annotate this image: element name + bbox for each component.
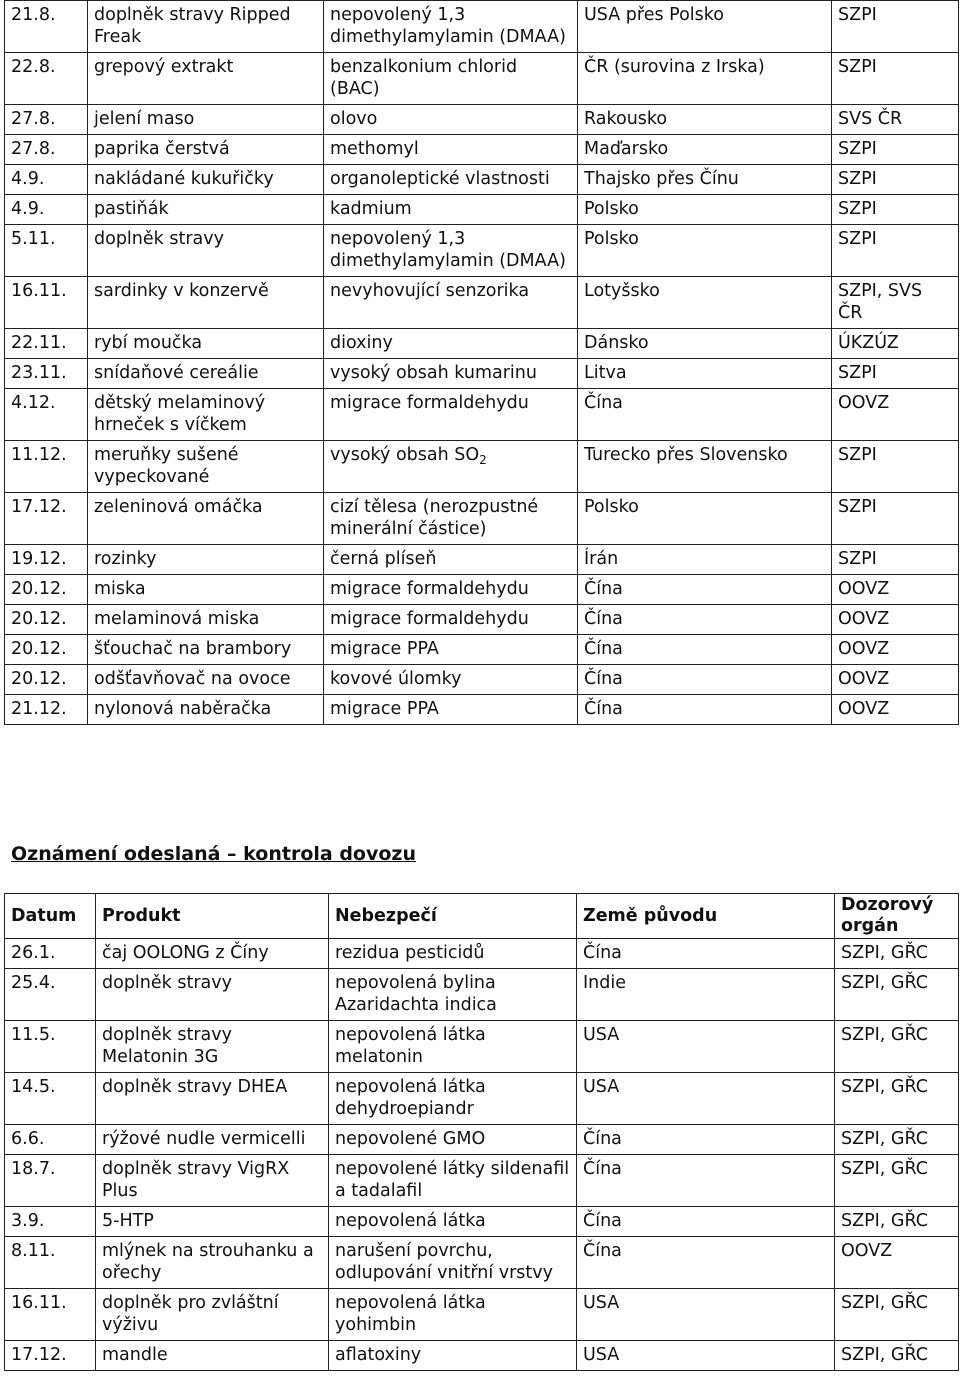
table-row [5,939,959,969]
cell-date: 5.11. [5,225,88,277]
cell-authority: OOVZ [835,1237,959,1289]
header-product: Produkt [96,894,329,939]
cell-hazard: narušení povrchu, odlupování vnitřní vrstvy [329,1237,577,1289]
cell-product: melaminová miska [88,605,324,635]
cell-country: Čína [577,1207,835,1237]
cell-product: meruňky sušené vypeckované [88,441,324,493]
table-row [5,441,959,493]
cell-authority: SZPI, GŘC [835,1289,959,1341]
cell-authority: SZPI, GŘC [835,939,959,969]
table-row [5,605,959,635]
cell-hazard: vysoký obsah kumarinu [324,359,578,389]
cell-hazard: aflatoxiny [329,1341,577,1371]
cell-date: 25.4. [5,969,96,1021]
cell-hazard [324,441,578,493]
cell-date: 21.8. [5,1,88,53]
cell-date: 20.12. [5,605,88,635]
table2-header [5,894,959,939]
cell-hazard: černá plíseň [324,545,578,575]
table-row [5,1207,959,1237]
cell-country: Čína [578,605,832,635]
cell-authority: SZPI, GŘC [835,1207,959,1237]
cell-hazard: nepovolený 1,3 dimethylamylamin (DMAA) [324,1,578,53]
cell-date: 6.6. [5,1125,96,1155]
cell-hazard: nepovolená látka yohimbin [329,1289,577,1341]
cell-authority: OOVZ [832,695,959,725]
cell-hazard: migrace formaldehydu [324,605,578,635]
import-control-table [4,893,959,1371]
cell-country: Čína [577,1237,835,1289]
cell-date: 11.12. [5,441,88,493]
table-row [5,1021,959,1073]
table-row [5,135,959,165]
cell-hazard: nepovolené látky sildenafil a tadalafil [329,1155,577,1207]
cell-product: doplněk pro zvláštní výživu [96,1289,329,1341]
cell-product: čaj OOLONG z Číny [96,939,329,969]
cell-authority: SVS ČR [832,105,959,135]
table-row [5,695,959,725]
cell-hazard-text: vysoký obsah SO [330,445,480,465]
cell-authority: SZPI, GŘC [835,969,959,1021]
cell-country: Maďarsko [578,135,832,165]
table-row [5,53,959,105]
header-authority: Dozorový orgán [835,894,959,939]
table-row [5,1289,959,1341]
table-row [5,969,959,1021]
cell-country: Thajsko přes Čínu [578,165,832,195]
cell-date: 11.5. [5,1021,96,1073]
cell-authority: SZPI, GŘC [835,1125,959,1155]
cell-product: snídaňové cereálie [88,359,324,389]
table-row [5,195,959,225]
section-title: Oznámení odeslaná – kontrola dovozu [11,843,416,865]
table-row [5,1073,959,1125]
table-row [5,635,959,665]
cell-product: rýžové nudle vermicelli [96,1125,329,1155]
table-row [5,1155,959,1207]
cell-authority: SZPI, GŘC [835,1073,959,1125]
table-row [5,1237,959,1289]
cell-country: Litva [578,359,832,389]
cell-product: doplněk stravy DHEA [96,1073,329,1125]
cell-country: Lotyšsko [578,277,832,329]
cell-product: jelení maso [88,105,324,135]
cell-date: 27.8. [5,105,88,135]
cell-country: Turecko přes Slovensko [578,441,832,493]
cell-product: dětský melaminový hrneček s víčkem [88,389,324,441]
cell-hazard: dioxiny [324,329,578,359]
cell-product: doplněk stravy Ripped Freak [88,1,324,53]
cell-hazard: nepovolená látka melatonin [329,1021,577,1073]
table-row [5,225,959,277]
cell-authority: SZPI [832,493,959,545]
cell-country: Polsko [578,195,832,225]
cell-authority: SZPI [832,195,959,225]
cell-date: 23.11. [5,359,88,389]
cell-product: doplněk stravy Melatonin 3G [96,1021,329,1073]
cell-hazard: nepovolená látka dehydroepiandr [329,1073,577,1125]
cell-date: 3.9. [5,1207,96,1237]
cell-hazard: nevyhovující senzorika [324,277,578,329]
cell-hazard: nepovolené GMO [329,1125,577,1155]
cell-country: USA [577,1341,835,1371]
cell-country: Polsko [578,493,832,545]
cell-hazard: kadmium [324,195,578,225]
cell-authority: SZPI, SVS ČR [832,277,959,329]
cell-authority: SZPI [832,53,959,105]
cell-authority: SZPI [832,545,959,575]
cell-date: 19.12. [5,545,88,575]
table-row [5,1,959,53]
cell-product: rybí moučka [88,329,324,359]
cell-date: 20.12. [5,635,88,665]
cell-product: zeleninová omáčka [88,493,324,545]
cell-country: Polsko [578,225,832,277]
cell-hazard: kovové úlomky [324,665,578,695]
cell-authority: SZPI [832,165,959,195]
cell-authority: OOVZ [832,575,959,605]
table-row [5,359,959,389]
cell-authority: OOVZ [832,389,959,441]
cell-date: 22.11. [5,329,88,359]
cell-country: Čína [578,635,832,665]
table-row [5,105,959,135]
cell-product: nakládané kukuřičky [88,165,324,195]
cell-date: 20.12. [5,665,88,695]
cell-authority: SZPI [832,135,959,165]
cell-country: Čína [578,665,832,695]
cell-product: doplněk stravy [88,225,324,277]
cell-authority: ÚKZÚZ [832,329,959,359]
cell-hazard: migrace formaldehydu [324,575,578,605]
cell-date: 22.8. [5,53,88,105]
header-country: Země původu [577,894,835,939]
cell-hazard: migrace PPA [324,635,578,665]
cell-product: sardinky v konzervě [88,277,324,329]
cell-authority: SZPI [832,225,959,277]
cell-country: USA [577,1289,835,1341]
cell-product: mandle [96,1341,329,1371]
cell-authority: SZPI [832,441,959,493]
cell-product: odšťavňovač na ovoce [88,665,324,695]
cell-country: Írán [578,545,832,575]
cell-date: 17.12. [5,493,88,545]
cell-country: Dánsko [578,329,832,359]
cell-product: šťouchač na brambory [88,635,324,665]
cell-date: 4.12. [5,389,88,441]
cell-hazard: nepovolená bylina Azaridachta indica [329,969,577,1021]
cell-country: Čína [578,695,832,725]
header-date: Datum [5,894,96,939]
cell-authority: OOVZ [832,665,959,695]
header-row [5,894,959,939]
cell-product: doplněk stravy [96,969,329,1021]
table-row [5,165,959,195]
cell-product: miska [88,575,324,605]
cell-date: 18.7. [5,1155,96,1207]
cell-hazard: olovo [324,105,578,135]
cell-country: Čína [577,1155,835,1207]
cell-country: USA [577,1073,835,1125]
cell-country: Čína [578,389,832,441]
cell-hazard: nepovolená látka [329,1207,577,1237]
cell-date: 4.9. [5,165,88,195]
cell-hazard: organoleptické vlastnosti [324,165,578,195]
cell-authority: OOVZ [832,635,959,665]
cell-date: 20.12. [5,575,88,605]
cell-product: mlýnek na strouhanku a ořechy [96,1237,329,1289]
table-row [5,1341,959,1371]
cell-country: USA [577,1021,835,1073]
cell-date: 8.11. [5,1237,96,1289]
cell-product: paprika čerstvá [88,135,324,165]
cell-authority: OOVZ [832,605,959,635]
cell-authority: SZPI [832,1,959,53]
cell-product: grepový extrakt [88,53,324,105]
cell-date: 27.8. [5,135,88,165]
table1-body [5,1,959,725]
cell-authority: SZPI, GŘC [835,1341,959,1371]
cell-hazard: cizí tělesa (nerozpustné minerální částice) [324,493,578,545]
cell-authority: SZPI, GŘC [835,1021,959,1073]
cell-hazard: nepovolený 1,3 dimethylamylamin (DMAA) [324,225,578,277]
cell-country: Rakousko [578,105,832,135]
cell-hazard: methomyl [324,135,578,165]
table-row [5,389,959,441]
cell-authority: SZPI [832,359,959,389]
table-row [5,493,959,545]
cell-hazard: benzalkonium chlorid (BAC) [324,53,578,105]
cell-authority: SZPI, GŘC [835,1155,959,1207]
cell-hazard-subscript: 2 [479,453,487,467]
rapex-table-notifications [4,0,959,725]
cell-hazard: rezidua pesticidů [329,939,577,969]
cell-date: 26.1. [5,939,96,969]
cell-date: 4.9. [5,195,88,225]
table-row [5,277,959,329]
cell-date: 16.11. [5,277,88,329]
cell-product: nylonová naběračka [88,695,324,725]
table-row [5,1125,959,1155]
cell-country: Čína [577,939,835,969]
cell-product: pastiňák [88,195,324,225]
cell-country: Indie [577,969,835,1021]
header-hazard: Nebezpečí [329,894,577,939]
cell-hazard: migrace formaldehydu [324,389,578,441]
cell-date: 16.11. [5,1289,96,1341]
cell-country: Čína [578,575,832,605]
table-row [5,665,959,695]
table2-body [5,939,959,1371]
table-row [5,545,959,575]
cell-country: USA přes Polsko [578,1,832,53]
cell-date: 17.12. [5,1341,96,1371]
cell-product: rozinky [88,545,324,575]
table-row [5,329,959,359]
cell-date: 14.5. [5,1073,96,1125]
cell-hazard: migrace PPA [324,695,578,725]
cell-product: doplněk stravy VigRX Plus [96,1155,329,1207]
cell-country: ČR (surovina z Irska) [578,53,832,105]
cell-product: 5-HTP [96,1207,329,1237]
table-row [5,575,959,605]
cell-country: Čína [577,1125,835,1155]
cell-date: 21.12. [5,695,88,725]
